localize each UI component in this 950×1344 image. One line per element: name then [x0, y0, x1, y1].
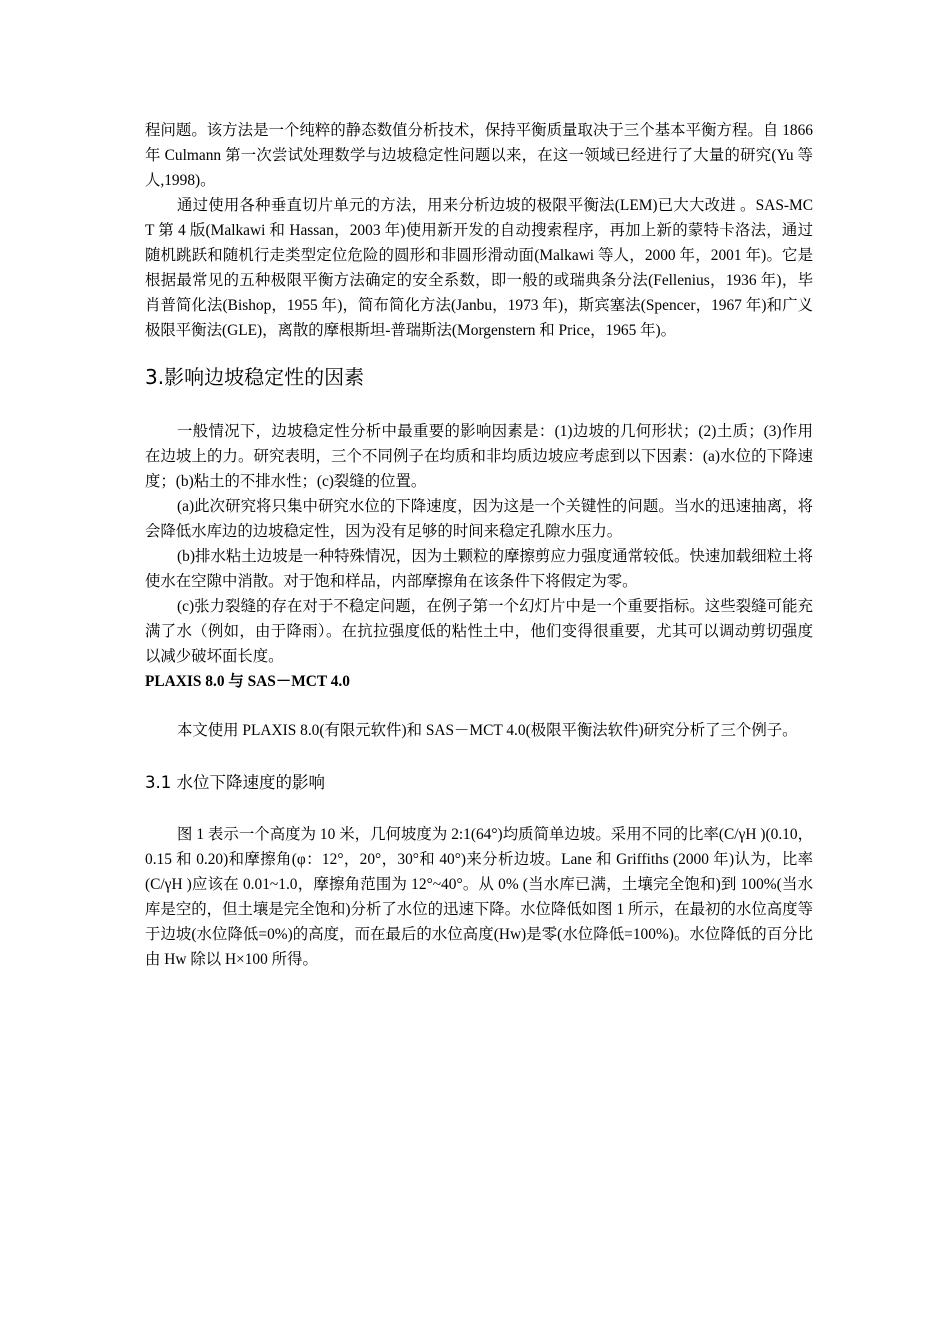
section-3-paragraph-c: (c)张力裂缝的存在对于不稳定问题，在例子第一个幻灯片中是一个重要指标。这些裂缝可能充满了水（例如，由于降雨）。在抗拉强度低的粘性土中，他们变得很重要，尤其可以调动剪切强度以减少破坏面长度。 — [145, 598, 813, 665]
section-3-paragraph-b: (b)排水粘土边坡是一种特殊情况，因为土颗粒的摩擦剪应力强度通常较低。快速加载细粒土将使水在空隙中消散。对于饱和样品，内部摩擦角在该条件下将假定为零。 — [145, 548, 813, 590]
section-3-heading: 3.影响边坡稳定性的因素 — [145, 365, 365, 389]
section-3-paragraph-a: (a)此次研究将只集中研究水位的下降速度，因为这是一个关键性的问题。当水的迅速抽离，将会降低水库边的边坡稳定性，因为没有足够的时间来稳定孔隙水压力。 — [145, 498, 813, 540]
section-3-paragraph-1: 一般情况下，边坡稳定性分析中最重要的影响因素是：(1)边坡的几何形状；(2)土质；(3)作用在边坡上的力。研究表明，三个不同例子在均质和非均质边坡应考虑到以下因素：(a)水位的下降速度；(b)粘土的不排水性；(c)裂缝的位置。 — [145, 423, 813, 490]
intro-paragraph-1: 程问题。该方法是一个纯粹的静态数值分析技术，保持平衡质量取决于三个基本平衡方程。自 1866 年 Culmann 第一次尝试处理数学与边坡稳定性问题以来，在这一领域已经进行了大量的研究(Yu 等人,1998)。 — [145, 122, 813, 189]
section-3-1-heading: 3.1 水位下降速度的影响 — [145, 773, 325, 792]
section-3-1-paragraph: 图 1 表示一个高度为 10 米，几何坡度为 2:1(64°)均质简单边坡。采用不同的比率(C/γH )(0.10，0.15 和 0.20)和摩擦角(φ：12°，20°，30°和 40°)来分析边坡。Lane 和 Griffiths (2000 年)认为，比率(C/γH )应该在 0.01~1.0，摩擦角范围为 12°~40°。从 0% (当水库已满，土壤完全饱和)到 100%(当水库是空的，但土壤是完全饱和)分析了水位的迅速下降。水位降低如图 1 所示，在最初的水位高度等于边坡(水位降低=0%)的高度，而在最后的水位高度(Hw)是零(水位降低=100%)。水位降低的百分比由 Hw 除以 H×100 所得。 — [145, 826, 813, 968]
intro-paragraph-2: 通过使用各种垂直切片单元的方法，用来分析边坡的极限平衡法(LEM)已大大改进 。SAS-MCT 第 4 版(Malkawi 和 Hassan，2003 年)使用新开发的自动搜索程序，再加上新的蒙特卡洛法，通过随机跳跃和随机行走类型定位危险的圆形和非圆形滑动面(Malkawi 等人，2000 年，2001 年)。它是根据最常见的五种极限平衡方法确定的安全系数，即一般的或瑞典条分法(Fellenius，1936 年)，毕肖普简化法(Bishop，1955 年)，简布简化方法(Janbu，1973 年)，斯宾塞法(Spencer，1967 年)和广义极限平衡法(GLE)，离散的摩根斯坦-普瑞斯法(Morgenstern 和 Price，1965 年)。 — [145, 197, 813, 339]
document-page — [145, 118, 813, 972]
software-paragraph: 本文使用 PLAXIS 8.0(有限元软件)和 SAS－MCT 4.0(极限平衡法软件)研究分析了三个例子。 — [177, 722, 798, 739]
software-heading: PLAXIS 8.0 与 SAS－MCT 4.0 — [145, 673, 350, 690]
